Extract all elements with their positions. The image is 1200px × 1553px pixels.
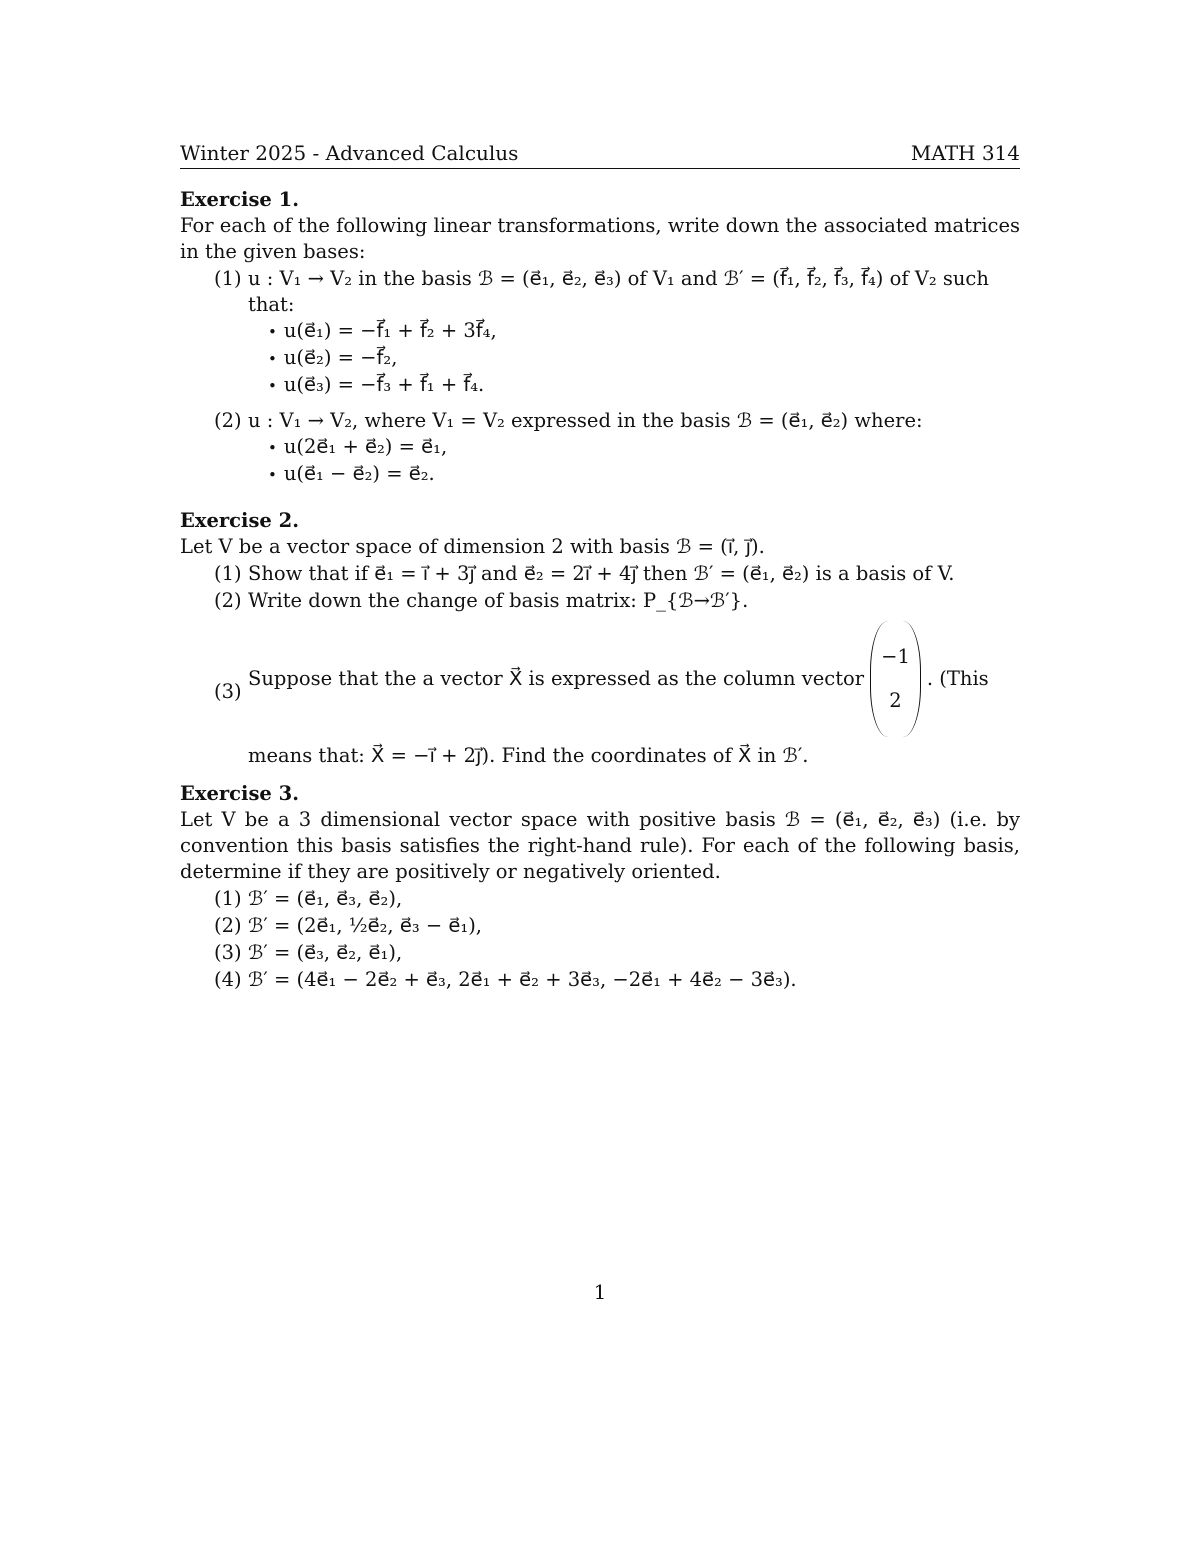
item-number: (3) [214,941,242,964]
exercise-3 [180,781,1020,993]
item-text: ℬ′ = (e⃗₁, e⃗₃, e⃗₂), [248,887,403,910]
item-number: (4) [214,968,242,991]
item-text: ℬ′ = (4e⃗₁ − 2e⃗₂ + e⃗₃, 2e⃗₁ + e⃗₂ + 3e⃗₃, −2e⃗₁ + 4e⃗₂ − 3e⃗₃). [248,968,797,991]
bullet-item: • u(e⃗₁) = −f⃗₁ + f⃗₂ + 3f⃗₄, [268,318,1020,345]
item-text: Show that if e⃗₁ = i⃗ + 3j⃗ and e⃗₂ = 2i⃗ + 4j⃗ then ℬ′ = (e⃗₁, e⃗₂) is a basis of V. [248,562,955,585]
exercise-3-item-1 [180,886,1020,912]
exercise-2-item-3 [180,615,1020,769]
exercise-2-item-1 [180,561,1020,587]
exercise-3-item-3 [180,940,1020,966]
item-text: Suppose that the a vector X⃗ is expressed as the column vector [248,667,865,690]
matrix-entry: −1 [881,645,910,668]
item-text: ℬ′ = (2e⃗₁, ½e⃗₂, e⃗₃ − e⃗₁), [248,914,482,937]
exercise-1-item-1 [180,266,1020,407]
item-number: (1) [214,562,242,585]
item-number: (2) [214,409,242,432]
exercise-3-item-2 [180,913,1020,939]
exercise-2-item-2 [180,588,1020,614]
column-vector [870,621,921,737]
item-number: (1) [214,887,242,910]
exercise-1-title: Exercise 1. [180,188,299,211]
exercise-3-item-4 [180,967,1020,993]
matrix-entry: 2 [889,689,902,712]
item-text: u : V₁ → V₂ in the basis ℬ = (e⃗₁, e⃗₂, e⃗₃) of V₁ and ℬ′ = (f⃗₁, f⃗₂, f⃗₃, f⃗₄) of V₂ such that: [248,267,989,316]
item-number: (2) [214,589,242,612]
page-number: 1 [593,1280,607,1304]
item-continuation: means that: X⃗ = −i⃗ + 2j⃗). Find the coordinates of X⃗ in ℬ′. [248,744,809,767]
exercise-1 [180,187,1020,496]
item-number: (3) [214,680,242,703]
exercise-1-intro: For each of the following linear transformations, write down the associated matrices in the given bases: [180,214,1020,263]
exercise-2 [180,508,1020,769]
exercise-3-intro: Let V be a 3 dimensional vector space with positive basis ℬ = (e⃗₁, e⃗₂, e⃗₃) (i.e. by convention this basis satisfies the right-hand rule). For each of the following basis, determine if they are positively or negatively oriented. [180,808,1020,883]
item-text: ℬ′ = (e⃗₃, e⃗₂, e⃗₁), [248,941,403,964]
course-title: Winter 2025 - Advanced Calculus [180,141,519,165]
bullet-item: • u(e⃗₃) = −f⃗₃ + f⃗₁ + f⃗₄. [268,372,1020,399]
bullet-list [248,318,1020,399]
bullet-item: • u(e⃗₁ − e⃗₂) = e⃗₂. [268,461,1020,488]
document-page [180,140,1020,1005]
item-text-after: . (This [926,667,989,690]
item-number: (2) [214,914,242,937]
exercise-2-intro: Let V be a vector space of dimension 2 with basis ℬ = (i⃗, j⃗). [180,535,765,558]
item-text: u : V₁ → V₂, where V₁ = V₂ expressed in the basis ℬ = (e⃗₁, e⃗₂) where: [248,409,923,432]
exercise-3-title: Exercise 3. [180,782,299,805]
item-number: (1) [214,267,242,290]
exercise-1-item-2 [180,408,1020,496]
course-code: MATH 314 [910,141,1020,165]
exercise-2-title: Exercise 2. [180,509,299,532]
bullet-item: • u(2e⃗₁ + e⃗₂) = e⃗₁, [268,434,1020,461]
item-text: Write down the change of basis matrix: P_{ℬ→ℬ′}. [248,589,749,612]
page-header [180,140,1020,169]
bullet-item: • u(e⃗₂) = −f⃗₂, [268,345,1020,372]
bullet-list [248,434,1020,488]
